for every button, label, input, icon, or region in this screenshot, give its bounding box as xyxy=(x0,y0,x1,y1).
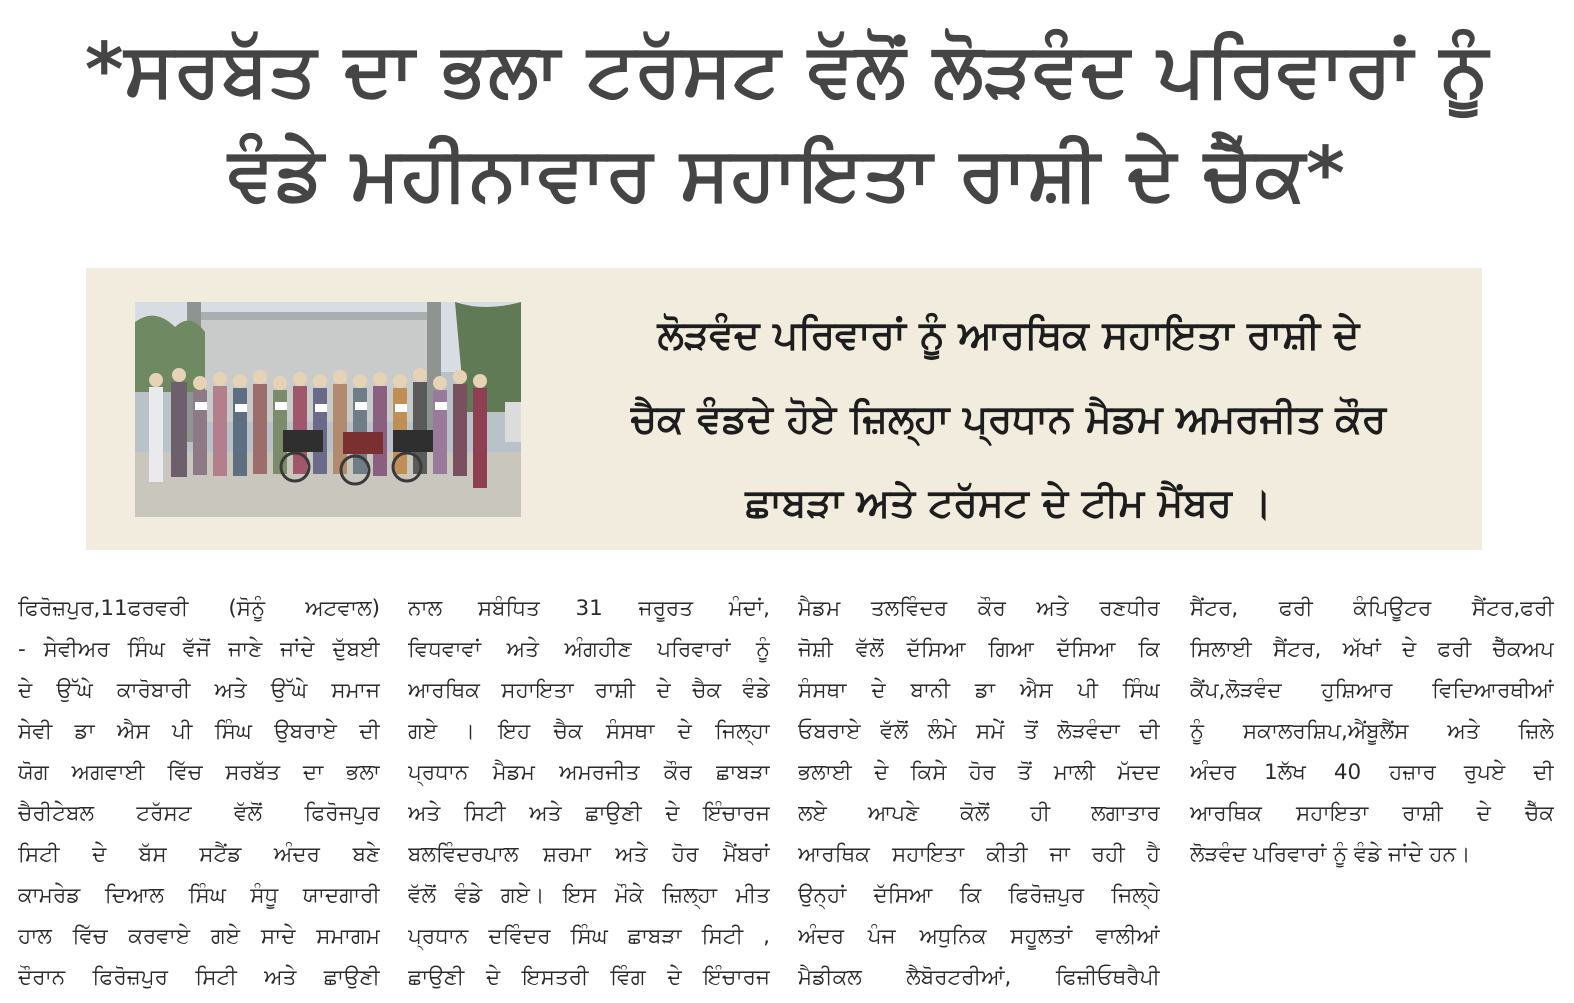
article-column-4 xyxy=(1190,588,1554,875)
event-photo-illustration xyxy=(135,302,521,517)
text-line: ਫਿਰੋਜ਼ਪੁਰ,11ਫਰਵਰੀ (ਸੋਨੂੰ ਅਟਵਾਲ) xyxy=(18,596,380,621)
photo-caption-banner xyxy=(86,268,1482,550)
text-line: ਅਤੇ ਸਿਟੀ ਅਤੇ ਛਾਉਣੀ ਦੇ ਇੰਚਾਰਜ xyxy=(408,801,770,826)
text-line: ਗਏ । ਇਹ ਚੈਕ ਸੰਸਥਾ ਦੇ ਜਿਲ੍ਹਾ xyxy=(408,719,770,744)
text-line: ਸਿਲਾਈ ਸੈਂਟਰ, ਅੱਖਾਂ ਦੇ ਫਰੀ ਚੈੱਕਅਪ xyxy=(1190,637,1554,662)
text-line: ਦੇ ਉੱਘੇ ਕਾਰੋਬਾਰੀ ਅਤੇ ਉੱਘੇ ਸਮਾਜ xyxy=(18,678,380,703)
text-line: ਵੱਲੋਂ ਵੰਡੇ ਗਏ। ਇਸ ਮੌਕੇ ਜ਼ਿਲ੍ਹਾ ਮੀਤ xyxy=(408,883,770,908)
photo-caption xyxy=(556,294,1461,546)
text-line: ਛਾਉਣੀ ਦੇ ਇਸਤਰੀ ਵਿੰਗ ਦੇ ਇੰਚਾਰਜ xyxy=(408,965,770,990)
text-line: ਜੋਸ਼ੀ ਵੱਲੋਂ ਦੱਸਿਆ ਗਿਆ ਦੱਸਿਆ ਕਿ xyxy=(798,637,1160,662)
text-line: ਮੈਡੀਕਲ ਲੈਬੋਰਟਰੀਆਂ, ਫਿਜ਼ੀਓਥਰੈਪੀ xyxy=(798,965,1160,990)
text-line: ਸੰਸਥਾ ਦੇ ਬਾਨੀ ਡਾ ਐਸ ਪੀ ਸਿੰਘ xyxy=(798,678,1160,703)
caption-line-2: ਚੈਕ ਵੰਡਦੇ ਹੋਏ ਜ਼ਿਲ੍ਹਾ ਪ੍ਰਧਾਨ ਮੈਡਮ ਅਮਰਜੀਤ ਕੌਰ xyxy=(630,397,1387,442)
text-line: ਵਿਧਵਾਵਾਂ ਅਤੇ ਅੰਗਹੀਣ ਪਰਿਵਾਰਾਂ ਨੂੰ xyxy=(408,637,770,662)
text-line: ਸੇਵੀ ਡਾ ਐਸ ਪੀ ਸਿੰਘ ਉਬਰਾਏ ਦੀ xyxy=(18,719,380,744)
text-line: ਮੈਡਮ ਤਲਵਿੰਦਰ ਕੌਰ ਅਤੇ ਰਣਧੀਰ xyxy=(798,596,1160,621)
text-line: ਹਾਲ ਵਿੱਚ ਕਰਵਾਏ ਗਏ ਸਾਦੇ ਸਮਾਗਮ xyxy=(18,924,380,949)
text-line: ਪ੍ਰਧਾਨ ਮੈਡਮ ਅਮਰਜੀਤ ਕੌਰ ਛਾਬੜਾ xyxy=(408,760,770,785)
headline-line-2: ਵੰਡੇ ਮਹੀਨਾਵਾਰ ਸਹਾਇਤਾ ਰਾਸ਼ੀ ਦੇ ਚੈੱਕ* xyxy=(228,131,1346,217)
text-line: ਪ੍ਰਧਾਨ ਦਵਿੰਦਰ ਸਿੰਘ ਛਾਬੜਾ ਸਿਟੀ , xyxy=(408,924,770,949)
text-line: ਭਲਾਈ ਦੇ ਕਿਸੇ ਹੋਰ ਤੋਂ ਮਾਲੀ ਮੱਦਦ xyxy=(798,760,1160,785)
text-line: ਉਨ੍ਹਾਂ ਦੱਸਿਆ ਕਿ ਫਿਰੋਜ਼ਪੁਰ ਜਿਲ੍ਹੇ xyxy=(798,883,1160,908)
text-line: ਨਾਲ ਸਬੰਧਿਤ 31 ਜਰੂਰਤ ਮੰਦਾਂ, xyxy=(408,596,770,621)
text-line: ਸਿਟੀ ਦੇ ਬੱਸ ਸਟੈਂਡ ਅੰਦਰ ਬਣੇ xyxy=(18,842,380,867)
text-line: ਅੰਦਰ ਪੰਜ ਅਧੁਨਿਕ ਸਹੂਲਤਾਂ ਵਾਲੀਆਂ xyxy=(798,924,1160,949)
text-line: ਓਬਰਾਏ ਵੱਲੋਂ ਲੰਮੇ ਸਮੇਂ ਤੋਂ ਲੋੜਵੰਦਾ ਦੀ xyxy=(798,719,1160,744)
event-photo xyxy=(135,302,521,517)
text-line: ਕੈਂਪ,ਲੋੜਵੰਦ ਹੁਸ਼ਿਆਰ ਵਿਦਿਆਰਥੀਆਂ xyxy=(1190,678,1554,703)
headline xyxy=(0,18,1574,226)
article-column-1 xyxy=(18,588,380,998)
article-body xyxy=(0,588,1574,1003)
text-line: ਦੌਰਾਨ ਫਿਰੋਜ਼ਪੁਰ ਸਿਟੀ ਅਤੇ ਛਾਉਣੀ xyxy=(18,965,380,990)
text-line: ਚੈਰੀਟੇਬਲ ਟਰੱਸਟ ਵੱਲੋਂ ਫਿਰੋਜਪੁਰ xyxy=(18,801,380,826)
text-line: ਸੈਂਟਰ, ਫਰੀ ਕੰਪਿਊਟਰ ਸੈਂਟਰ,ਫਰੀ xyxy=(1190,596,1554,621)
text-line: ਆਰਥਿਕ ਸਹਾਇਤਾ ਰਾਸ਼ੀ ਦੇ ਚੈਕ ਵੰਡੇ xyxy=(408,678,770,703)
text-line: ਆਰਥਿਕ ਸਹਾਇਤਾ ਕੀਤੀ ਜਾ ਰਹੀ ਹੈ xyxy=(798,842,1160,867)
text-line: ਅੰਦਰ 1ਲੱਖ 40 ਹਜ਼ਾਰ ਰੁਪਏ ਦੀ xyxy=(1190,760,1554,785)
text-line: ਬਲਵਿੰਦਰਪਾਲ ਸ਼ਰਮਾ ਅਤੇ ਹੋਰ ਮੈਂਬਰਾਂ xyxy=(408,842,770,867)
text-line: ਆਰਥਿਕ ਸਹਾਇਤਾ ਰਾਸ਼ੀ ਦੇ ਚੈੱਕ xyxy=(1190,801,1554,826)
text-line: ਨੂੰ ਸਕਾਲਰਸ਼ਿਪ,ਐਂਬੂਲੈਂਸ ਅਤੇ ਜ਼ਿਲੇ xyxy=(1190,719,1554,744)
headline-line-1: *ਸਰਬੱਤ ਦਾ ਭਲਾ ਟਰੱਸਟ ਵੱਲੋਂ ਲੋੜਵੰਦ ਪਰਿਵਾਰਾਂ ਨੂੰ xyxy=(84,27,1490,113)
text-line: - ਸੇਵੀਅਰ ਸਿੰਘ ਵੱਜੋਂ ਜਾਣੇ ਜਾਂਦੇ ਦੁੱਬਈ xyxy=(18,637,380,662)
text-line: ਲੋੜਵੰਦ ਪਰਿਵਾਰਾਂ ਨੂੰ ਵੰਡੇ ਜਾਂਦੇ ਹਨ। xyxy=(1190,842,1471,867)
text-line: ਯੋਗ ਅਗਵਾਈ ਵਿੱਚ ਸਰਬੱਤ ਦਾ ਭਲਾ xyxy=(18,760,380,785)
text-line: ਕਾਮਰੇਡ ਦਿਆਲ ਸਿੰਘ ਸੰਧੂ ਯਾਦਗਾਰੀ xyxy=(18,883,380,908)
caption-line-1: ਲੋੜਵੰਦ ਪਰਿਵਾਰਾਂ ਨੂੰ ਆਰਥਿਕ ਸਹਾਇਤਾ ਰਾਸ਼ੀ ਦੇ xyxy=(657,313,1360,358)
article-column-3 xyxy=(798,588,1160,998)
article-column-2 xyxy=(408,588,770,998)
caption-line-3: ਛਾਬੜਾ ਅਤੇ ਟਰੱਸਟ ਦੇ ਟੀਮ ਮੈਂਬਰ । xyxy=(745,481,1272,526)
text-line: ਲਏ ਆਪਣੇ ਕੋਲੋਂ ਹੀ ਲਗਾਤਾਰ xyxy=(798,801,1160,826)
